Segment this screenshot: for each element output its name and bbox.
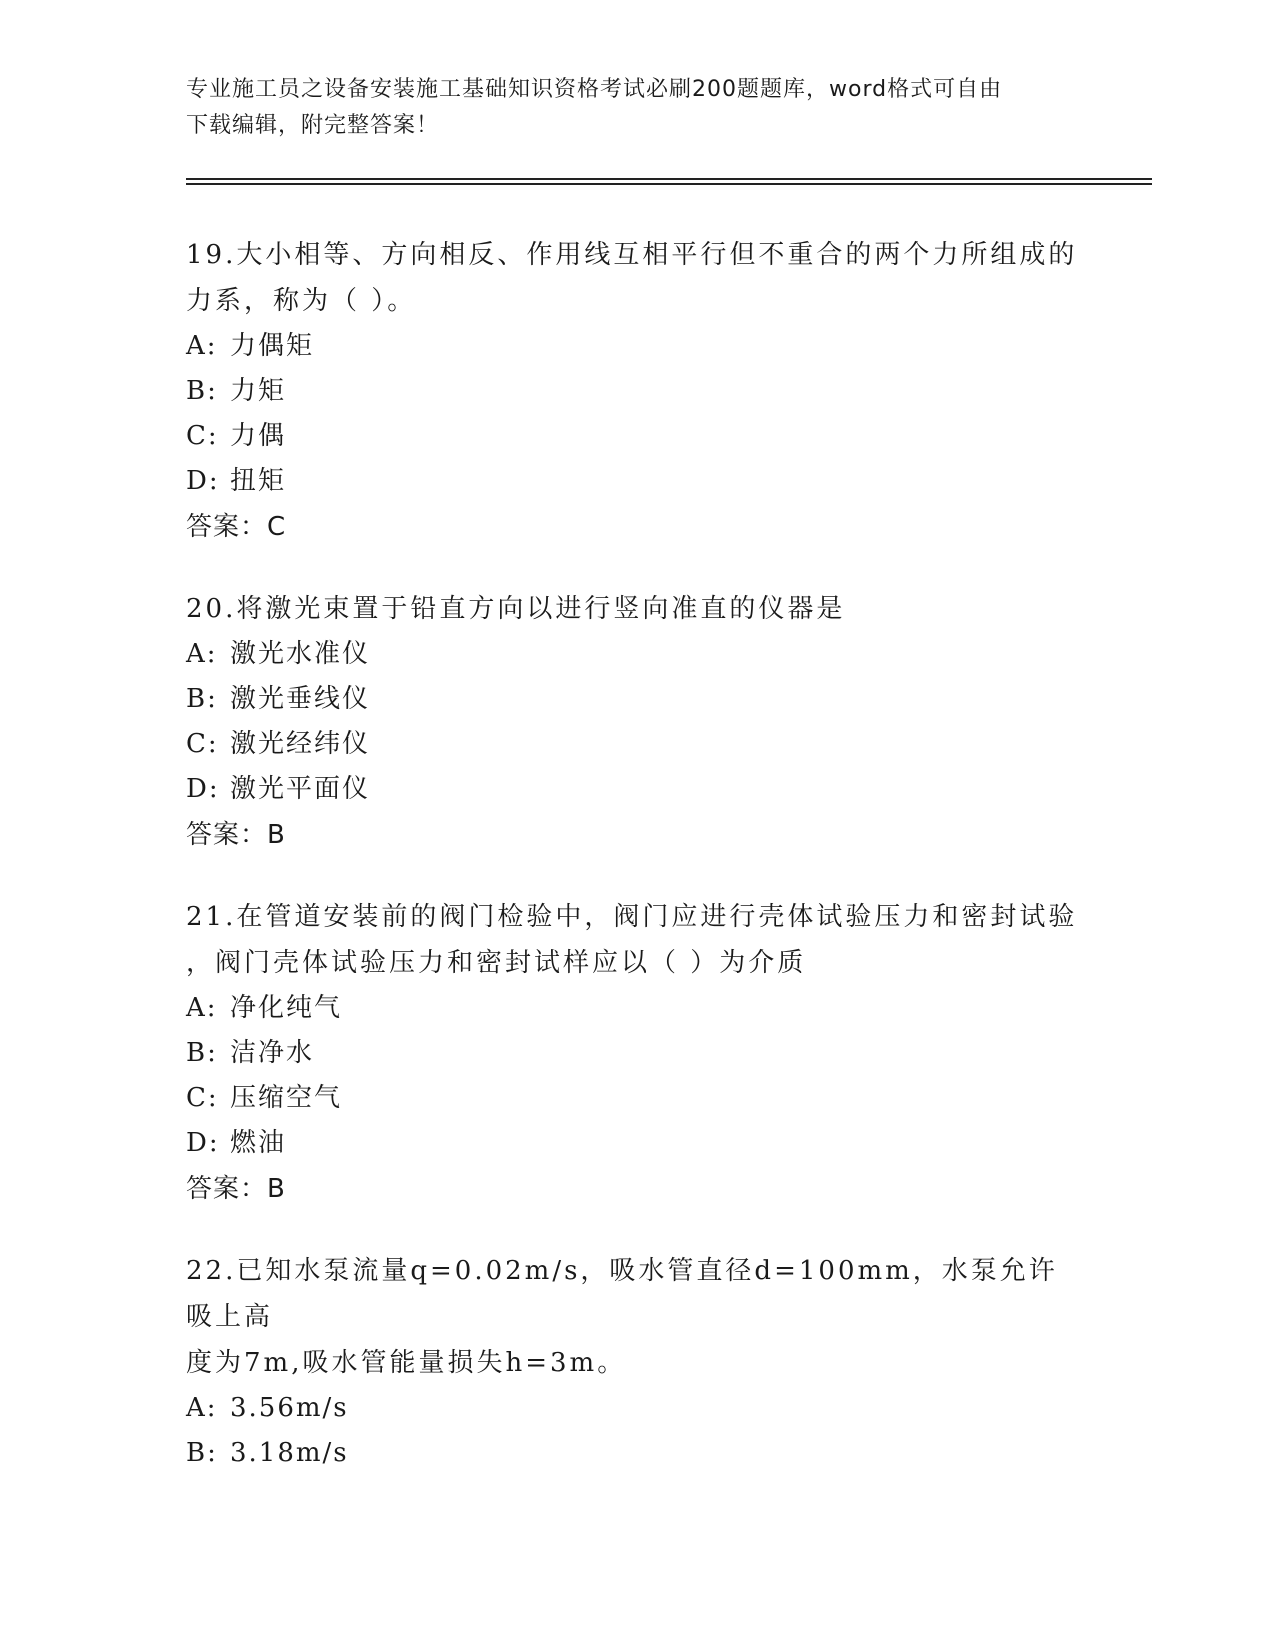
question-answer: 答案：B (186, 820, 286, 850)
question-block (186, 894, 1086, 1212)
answer-option (186, 632, 1086, 677)
answer-option (186, 369, 1086, 414)
option-letter: A: (186, 993, 218, 1023)
question-stem-line: 度为7m,吸水管能量损失h=3m。 (186, 1348, 627, 1378)
answer-option (186, 414, 1086, 459)
option-letter: C: (186, 729, 219, 759)
answer-option (186, 324, 1086, 369)
question-answer: 答案：B (186, 1174, 286, 1204)
question-answer: 答案：C (186, 512, 287, 542)
option-text: 激光平面仪 (230, 774, 371, 804)
answer-option (186, 677, 1086, 722)
option-text: 压缩空气 (230, 1083, 343, 1113)
option-letter: C: (186, 1083, 219, 1113)
answer-option (186, 1121, 1086, 1166)
option-letter: D: (186, 1128, 220, 1158)
option-text: 净化纯气 (230, 993, 343, 1023)
question-block (186, 586, 1086, 858)
option-letter: B: (186, 684, 218, 714)
option-text: 力偶 (230, 421, 287, 451)
option-text: 激光垂线仪 (230, 684, 371, 714)
option-letter: A: (186, 331, 218, 361)
header-line-1: 专业施工员之设备安装施工基础知识资格考试必刷200题题库，word格式可自由 (186, 77, 1003, 102)
header-line-2: 下载编辑，附完整答案！ (186, 113, 440, 138)
answer-option (186, 722, 1086, 767)
question-block (186, 1248, 1086, 1476)
option-text: 洁净水 (230, 1038, 315, 1068)
option-text: 3.56m/s (230, 1393, 349, 1423)
question-stem-line: ，阀门壳体试验压力和密封试样应以（ ）为介质 (186, 948, 807, 978)
answer-option (186, 1031, 1086, 1076)
question-stem-line: 22.已知水泵流量q=0.02m/s，吸水管直径d=100mm，水泵允许吸上高 (186, 1256, 1058, 1332)
option-text: 激光水准仪 (230, 639, 371, 669)
answer-option (186, 767, 1086, 812)
option-letter: B: (186, 1038, 218, 1068)
option-letter: D: (186, 466, 220, 496)
header-divider-top (186, 178, 1152, 180)
option-text: 3.18m/s (230, 1438, 349, 1468)
question-stem-line: 21.在管道安装前的阀门检验中，阀门应进行壳体试验压力和密封试验 (186, 902, 1078, 932)
answer-option (186, 986, 1086, 1031)
option-letter: C: (186, 421, 219, 451)
document-header (186, 72, 1066, 144)
question-list (186, 232, 1086, 1512)
option-text: 力矩 (230, 376, 287, 406)
option-letter: D: (186, 774, 220, 804)
answer-option (186, 459, 1086, 504)
option-letter: A: (186, 1393, 218, 1423)
option-text: 扭矩 (230, 466, 287, 496)
option-letter: A: (186, 639, 218, 669)
option-letter: B: (186, 1438, 218, 1468)
answer-option (186, 1076, 1086, 1121)
option-text: 燃油 (230, 1128, 287, 1158)
question-stem-line: 20.将激光束置于铅直方向以进行竖向准直的仪器是 (186, 594, 846, 624)
option-text: 力偶矩 (230, 331, 315, 361)
header-divider-bottom (186, 183, 1152, 185)
question-block (186, 232, 1086, 550)
question-stem-line: 19.大小相等、方向相反、作用线互相平行但不重合的两个力所组成的 (186, 240, 1078, 270)
option-letter: B: (186, 376, 218, 406)
answer-option (186, 1431, 1086, 1476)
question-stem-line: 力系，称为（ ）。 (186, 286, 417, 316)
option-text: 激光经纬仪 (230, 729, 371, 759)
answer-option (186, 1386, 1086, 1431)
